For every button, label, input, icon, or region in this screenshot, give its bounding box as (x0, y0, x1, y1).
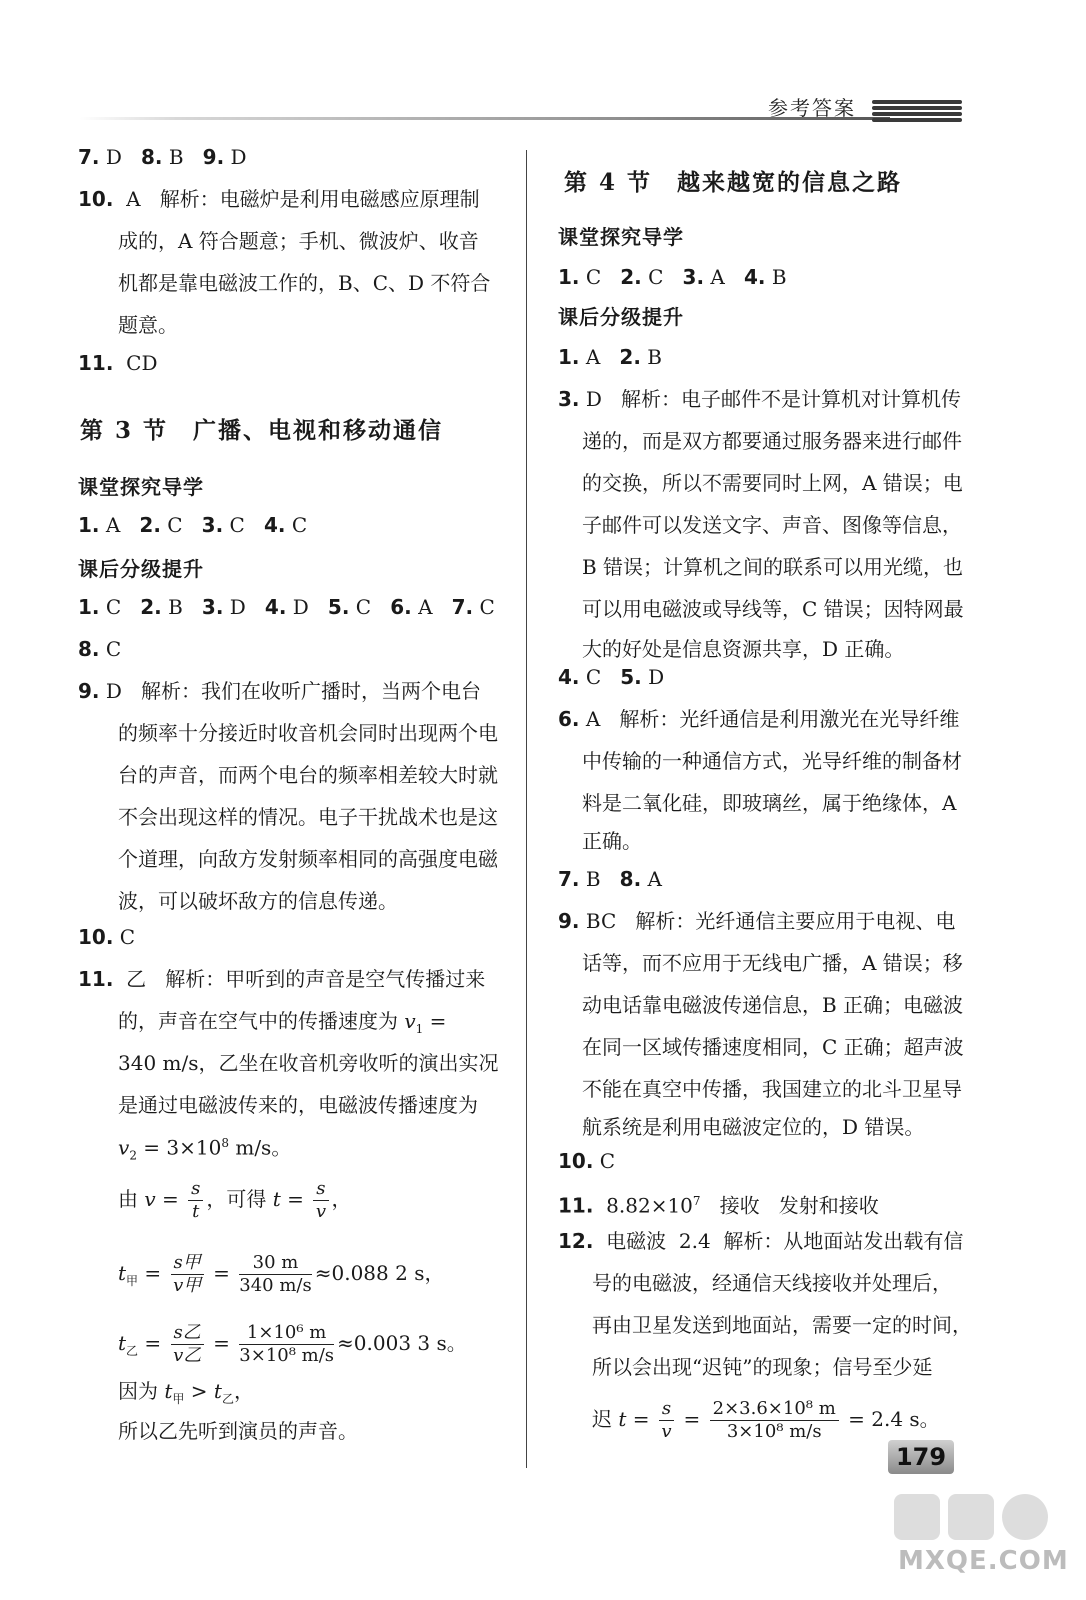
s4-heading-1: 课堂探究导学 (558, 225, 684, 249)
s4-q6-line3: 料是二氧化硅，即玻璃丝，属于绝缘体，A (582, 791, 957, 815)
s4-q3-line6: 可以用电磁波或导线等，C 错误；因特网最 (582, 597, 964, 621)
s3-q9-line1: 9. D 解析：我们在收听广播时，当两个电台 (78, 679, 481, 703)
s3-q11-line4: 是通过电磁波传来的，电磁波传播速度为 (118, 1093, 478, 1117)
watermark-text: MXQE.COM (898, 1546, 1069, 1576)
watermark-logo (892, 1490, 1052, 1544)
header-bars (872, 100, 962, 128)
s4-q12-line4: 所以会出现“迟钝”的现象；信号至少延 (592, 1355, 933, 1379)
header-title: 参考答案 (768, 96, 856, 120)
s4-q3-line4: 子邮件可以发送文字、声音、图像等信息， (582, 513, 962, 537)
s3-q9-line5: 个道理，向敌方发射频率相同的高强度电磁 (118, 847, 498, 871)
s4-answers-7-8: 7. B 8. A (558, 867, 662, 891)
s4-answers-4-5: 4. C 5. D (558, 665, 665, 689)
s4-heading-2: 课后分级提升 (558, 305, 684, 329)
page-number: 179 (888, 1440, 954, 1474)
s4-q6-line4: 正确。 (582, 829, 642, 853)
s4-q12-line3: 再由卫星发送到地面站，需要一定的时间， (592, 1313, 972, 1337)
s3-q11-line1: 11. 乙 解析：甲听到的声音是空气传播过来 (78, 967, 486, 991)
s4-q3-line5: B 错误；计算机之间的联系可以用光缆，也 (582, 555, 964, 579)
s3-heading-2: 课后分级提升 (78, 557, 204, 581)
s4-answers-2: 1. A 2. B (558, 345, 662, 369)
s3-heading-1: 课堂探究导学 (78, 475, 204, 499)
s3-q8: 8. C (78, 637, 122, 661)
s3-q10: 10. C (78, 925, 136, 949)
s3-q9-line2: 的频率十分接近时收音机会同时出现两个电 (118, 721, 498, 745)
q10-line1: 10. A 解析：电磁炉是利用电磁感应原理制 (78, 187, 480, 211)
s4-q6-line1: 6. A 解析：光纤通信是利用激光在光导纤维 (558, 707, 960, 731)
s4-q9-line2: 话等，而不应用于无线电广播，A 错误；移 (582, 951, 963, 975)
s3-answers-1: 1. A 2. C 3. C 4. C (78, 513, 308, 537)
s4-q3-line7: 大的好处是信息资源共享，D 正确。 (582, 637, 905, 661)
s4-q12-line2: 号的电磁波，经通信天线接收并处理后， (592, 1271, 952, 1295)
s4-q12-line1: 12. 电磁波 2.4 解析：从地面站发出载有信 (558, 1229, 964, 1253)
q10-line2: 成的，A 符合题意；手机、微波炉、收音 (118, 229, 479, 253)
s4-q10: 10. C (558, 1149, 616, 1173)
s3-q11-formula-2: $t_甲$ = $\frac{\text{s甲}}{\text{v甲}}$ = $\frac{30 m}{340 m/s}$ ≈0.088 2 s， (118, 1252, 445, 1296)
q10-line3: 机都是靠电磁波工作的，B、C、D 不符合 (118, 271, 491, 295)
s4-q9-line6: 航系统是利用电磁波定位的，D 错误。 (582, 1115, 925, 1139)
s4-q3-line2: 递的，而是双方都要通过服务器来进行邮件 (582, 429, 962, 453)
s3-q11-formula-3: $t_乙$ = $\frac{\text{s乙}}{\text{v乙}}$ = $\frac{\text{1×10⁶ m}}{\text{3×10⁸ m/s}}$ ≈0.003 3 s。 (118, 1322, 467, 1366)
s4-q9-line4: 在同一区域传播速度相同，C 正确；超声波 (582, 1035, 964, 1059)
q10-line4: 题意。 (118, 313, 178, 337)
s3-q11-conclusion: 所以乙先听到演员的声音。 (118, 1419, 358, 1443)
s4-q3-line1: 3. D 解析：电子邮件不是计算机对计算机传 (558, 387, 961, 411)
s3-answers-2: 1. C 2. B 3. D 4. D 5. C 6. A 7. C (78, 595, 495, 619)
s4-q9-line1: 9. BC 解析：光纤通信主要应用于电视、电 (558, 909, 956, 933)
section-4-title: 第 4 节 越来越宽的信息之路 (564, 169, 903, 196)
q11: 11. CD (78, 351, 158, 375)
s3-q11-line2: 的，声音在空气中的传播速度为 $v_1$ = (118, 1009, 447, 1036)
s3-q11-line3: 340 m/s，乙坐在收音机旁收听的演出实况 (118, 1051, 499, 1075)
s4-q9-line3: 动电话靠电磁波传递信息，B 正确；电磁波 (582, 993, 964, 1017)
column-divider (526, 150, 527, 1468)
section-3-title: 第 3 节 广播、电视和移动通信 (80, 417, 444, 444)
s3-q11-formula-1: 由 v = $\frac{s}{t}$ ，可得 t = $\frac{s}{v}$ ， (118, 1178, 352, 1222)
s3-q9-line4: 不会出现这样的情况。电子干扰战术也是这 (118, 805, 498, 829)
s3-q11-line5: $v_2 = 3\times 10^8$ m/s。 (118, 1135, 292, 1163)
s4-q6-line2: 中传输的一种通信方式，光导纤维的制备材 (582, 749, 962, 773)
s4-answers-1: 1. C 2. C 3. A 4. B (558, 265, 787, 289)
s4-q9-line5: 不能在真空中传播，我国建立的北斗卫星导 (582, 1077, 962, 1101)
s4-q12-formula: 迟 t = $\frac{s}{v}$ = $\frac{\text{2×3.6×10⁸ m}}{\text{3×10⁸ m/s}}$ = 2.4 s。 (592, 1398, 940, 1442)
s3-q9-line3: 台的声音，而两个电台的频率相差较大时就 (118, 763, 498, 787)
s3-q11-formula-4: 因为 $t_甲 > t_乙$， (118, 1379, 254, 1406)
s3-q9-line6: 波，可以破坏敌方的信息传递。 (118, 889, 398, 913)
s4-q11: 11. $8.82\times 10^7$ 接收 发射和接收 (558, 1193, 879, 1218)
s4-q3-line3: 的交换，所以不需要同时上网，A 错误；电 (582, 471, 963, 495)
answers-7-9: 7. D 8. B 9. D (78, 145, 247, 169)
